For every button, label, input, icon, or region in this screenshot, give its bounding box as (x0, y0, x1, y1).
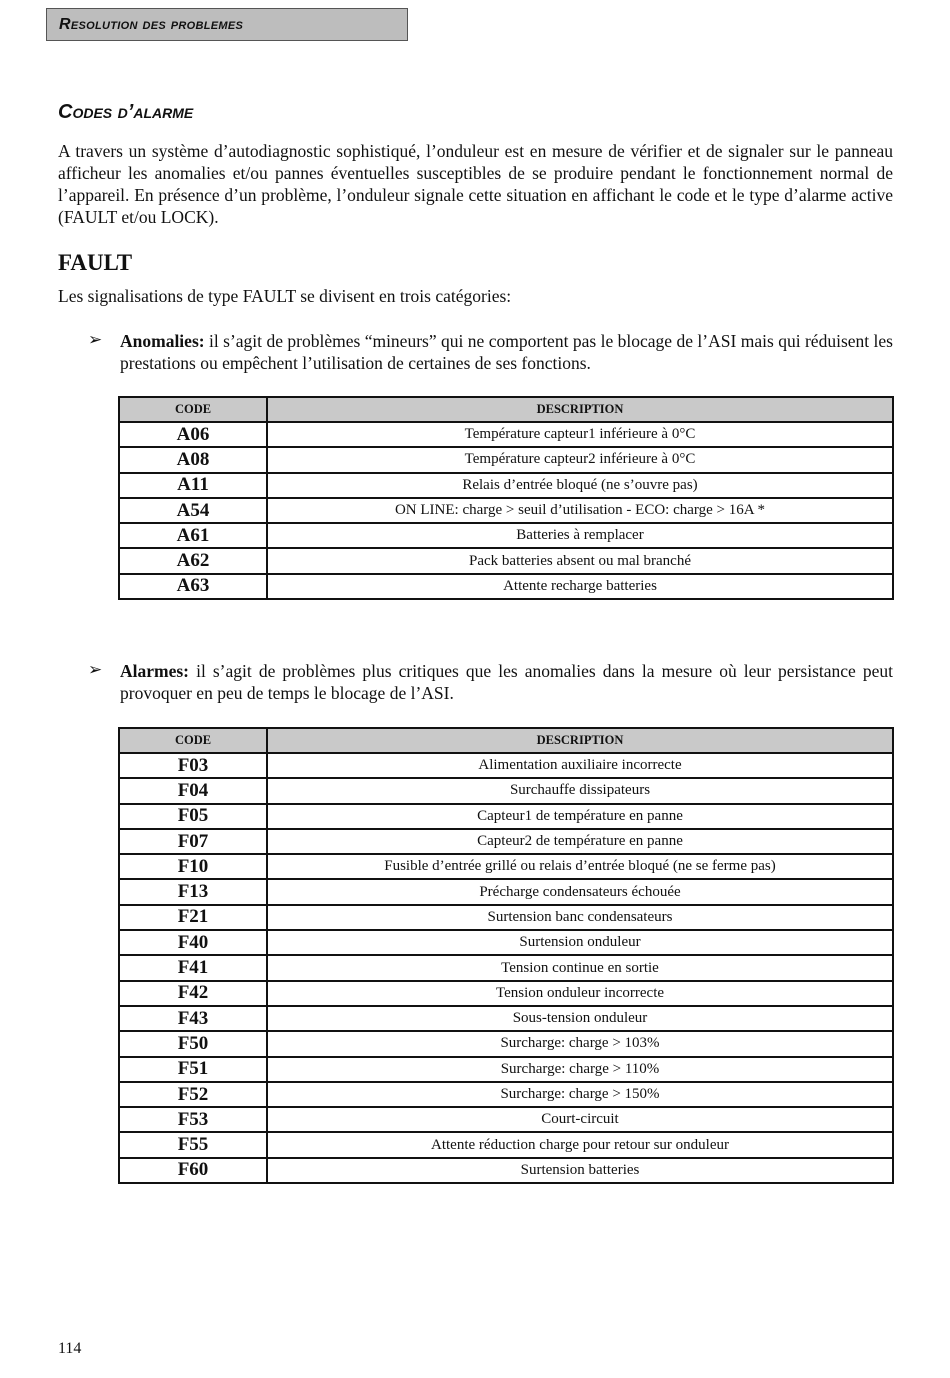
code-column-header: CODE (119, 397, 267, 422)
table-header-row (119, 728, 893, 753)
table-row (119, 930, 893, 955)
table-row (119, 829, 893, 854)
alarm-description: Surchauffe dissipateurs (267, 778, 893, 803)
alarm-description: Précharge condensateurs échouée (267, 879, 893, 904)
alarm-code: A06 (119, 422, 267, 447)
description-column-header: DESCRIPTION (267, 728, 893, 753)
alarm-code: F41 (119, 955, 267, 980)
anomalies-label: Anomalies: (120, 331, 205, 351)
alarm-code: F04 (119, 778, 267, 803)
alarmes-bullet-icon: ➢ (88, 660, 103, 679)
table-row (119, 548, 893, 573)
alarm-description: Pack batteries absent ou mal branché (267, 548, 893, 573)
table-row (119, 1057, 893, 1082)
alarm-code: F21 (119, 905, 267, 930)
alarmes-label: Alarmes: (120, 661, 190, 681)
alarm-description: Surtension banc condensateurs (267, 905, 893, 930)
alarm-code: F50 (119, 1031, 267, 1056)
alarm-description: Sous-tension onduleur (267, 1006, 893, 1031)
anomalies-bullet-icon: ➢ (88, 330, 103, 349)
chapter-title: Resolution des problemes (59, 16, 244, 33)
page-number: 114 (58, 1340, 82, 1357)
anomalies-table (118, 396, 894, 600)
alarm-code: F60 (119, 1158, 267, 1183)
alarm-description: Tension onduleur incorrecte (267, 981, 893, 1006)
alarm-code: F13 (119, 879, 267, 904)
section-title: Codes d’alarme (58, 101, 194, 123)
alarm-code: F07 (119, 829, 267, 854)
alarm-code: F51 (119, 1057, 267, 1082)
alarm-code: F42 (119, 981, 267, 1006)
alarm-description: Température capteur2 inférieure à 0°C (267, 447, 893, 472)
table-row (119, 879, 893, 904)
table-row (119, 447, 893, 472)
anomalies-paragraph (120, 330, 893, 374)
table-row (119, 1132, 893, 1157)
alarm-description: Surcharge: charge > 103% (267, 1031, 893, 1056)
alarm-code: A08 (119, 447, 267, 472)
table-row (119, 1031, 893, 1056)
table-row (119, 574, 893, 599)
alarm-description: Attente recharge batteries (267, 574, 893, 599)
table-header-row (119, 397, 893, 422)
alarm-description: Surcharge: charge > 110% (267, 1057, 893, 1082)
table-row (119, 854, 893, 879)
table-row (119, 1006, 893, 1031)
intro-paragraph: A travers un système d’autodiagnostic sophistiqué, l’onduleur est en mesure de vérifier et de signaler sur le panneau afficheur les anomalies et/ou pannes éventuelles susceptibles de se produire pendant le fonctionnement normal de l’appareil. En présence d’un problème, l’onduleur signale cette situation en affichant le code et le type d’alarme active (FAULT et/ou LOCK). (58, 141, 893, 227)
alarm-code: F52 (119, 1082, 267, 1107)
table-row (119, 905, 893, 930)
alarm-description: Surtension batteries (267, 1158, 893, 1183)
table-row (119, 981, 893, 1006)
alarm-description: Surcharge: charge > 150% (267, 1082, 893, 1107)
alarm-code: F55 (119, 1132, 267, 1157)
alarm-description: Tension continue en sortie (267, 955, 893, 980)
alarm-code: A63 (119, 574, 267, 599)
alarm-description: Court-circuit (267, 1107, 893, 1132)
table-row (119, 473, 893, 498)
table-row (119, 804, 893, 829)
alarm-code: A62 (119, 548, 267, 573)
alarmes-text: il s’agit de problèmes plus critiques que les anomalies dans la mesure où leur persistance peut provoquer en peu de temps le blocage de l’ASI. (120, 661, 893, 703)
table-row (119, 1107, 893, 1132)
table-row (119, 1082, 893, 1107)
alarmes-paragraph (120, 660, 893, 704)
alarm-description: ON LINE: charge > seuil d’utilisation - ECO: charge > 16A * (267, 498, 893, 523)
alarm-description: Fusible d’entrée grillé ou relais d’entrée bloqué (ne se ferme pas) (267, 854, 893, 879)
alarm-code: F03 (119, 753, 267, 778)
alarm-code: F10 (119, 854, 267, 879)
alarm-code: F40 (119, 930, 267, 955)
alarm-description: Capteur1 de température en panne (267, 804, 893, 829)
code-column-header: CODE (119, 728, 267, 753)
table-row (119, 422, 893, 447)
table-row (119, 778, 893, 803)
description-column-header: DESCRIPTION (267, 397, 893, 422)
alarm-description: Capteur2 de température en panne (267, 829, 893, 854)
alarmes-table (118, 727, 894, 1184)
table-row (119, 1158, 893, 1183)
chapter-header (46, 8, 408, 41)
alarm-description: Surtension onduleur (267, 930, 893, 955)
table-row (119, 498, 893, 523)
alarm-description: Batteries à remplacer (267, 523, 893, 548)
alarm-description: Alimentation auxiliaire incorrecte (267, 753, 893, 778)
alarm-code: A54 (119, 498, 267, 523)
alarm-code: F53 (119, 1107, 267, 1132)
alarm-description: Attente réduction charge pour retour sur onduleur (267, 1132, 893, 1157)
fault-intro: Les signalisations de type FAULT se divisent en trois catégories: (58, 286, 512, 306)
table-row (119, 753, 893, 778)
table-row (119, 523, 893, 548)
table-row (119, 955, 893, 980)
alarm-description: Température capteur1 inférieure à 0°C (267, 422, 893, 447)
fault-heading: FAULT (58, 250, 133, 275)
alarm-code: F05 (119, 804, 267, 829)
alarm-code: A11 (119, 473, 267, 498)
alarm-code: A61 (119, 523, 267, 548)
anomalies-text: il s’agit de problèmes “mineurs” qui ne comportent pas le blocage de l’ASI mais qui réduisent les prestations ou empêchent l’utilisation de certaines de ses fonctions. (120, 331, 893, 373)
alarm-code: F43 (119, 1006, 267, 1031)
alarm-description: Relais d’entrée bloqué (ne s’ouvre pas) (267, 473, 893, 498)
